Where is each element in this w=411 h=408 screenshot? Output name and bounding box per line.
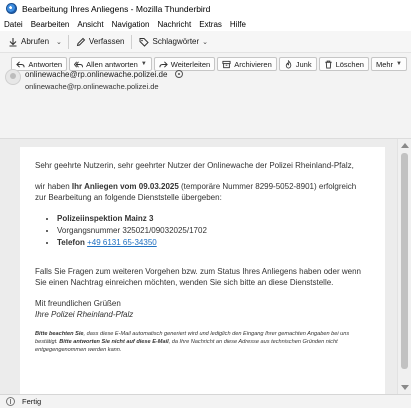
delete-button[interactable] (319, 57, 369, 71)
closing-paragraph (35, 298, 369, 320)
more-dropdown-icon: ▼ (396, 61, 402, 67)
menu-tools[interactable]: Extras (199, 19, 222, 29)
sender-address[interactable]: onlinewache@rp.onlinewache.polizei.de (25, 82, 159, 91)
flame-icon (284, 60, 293, 69)
junk-button[interactable] (279, 57, 317, 71)
fetch-button[interactable] (4, 34, 53, 50)
fetch-label: Abrufen (21, 37, 50, 46)
archive-button[interactable] (217, 57, 277, 71)
reply-icon (16, 60, 25, 69)
list-item (57, 213, 369, 224)
status-bar (0, 394, 411, 408)
forward-button[interactable] (154, 57, 215, 71)
intro-date: Ihr Anliegen vom 09.03.2025 (71, 182, 179, 191)
phone-link[interactable]: +49 6131 65-34350 (87, 238, 157, 247)
sender-avatar (5, 69, 21, 85)
automated-notice (35, 330, 369, 354)
signature: Ihre Polizei Rheinland-Pfalz (35, 310, 134, 319)
pencil-icon (76, 37, 86, 47)
trash-icon (324, 60, 333, 69)
notice-emphasis-reply: Bitte antworten Sie nicht auf diese E-Mail (59, 339, 169, 345)
greeting-paragraph: Sehr geehrte Nutzerin, sehr geehrter Nutzer der Onlinewache der Polizei Rheinland-Pfalz, (35, 161, 354, 170)
more-label: Mehr (375, 59, 394, 69)
menu-navigation[interactable]: Navigation (111, 19, 150, 29)
scroll-down-icon[interactable] (401, 385, 409, 390)
reply-all-button[interactable] (69, 57, 152, 71)
office-name: Polizeiinspektion Mainz 3 (57, 214, 154, 223)
reply-label: Antworten (28, 59, 63, 69)
toolbar-divider (131, 35, 132, 49)
compose-button[interactable] (72, 34, 129, 50)
reply-all-dropdown-icon: ▼ (140, 61, 147, 67)
title-bar (0, 0, 411, 17)
contact-icon[interactable] (175, 70, 183, 78)
list-item (57, 237, 369, 248)
office-details-list (57, 213, 369, 248)
tags-button[interactable] (135, 34, 215, 50)
questions-paragraph: Falls Sie Fragen zum weiteren Vorgehen bzw. zum Status Ihres Anliegens haben oder wenn Sie einen Nachtrag einreichen möchten, wenden Sie sich bitte an diese Dienststelle. (35, 267, 361, 287)
junk-label: Junk (295, 59, 312, 69)
intro-text-continued: (temporäre Nummer 8299-5052-8901) erfolgreich zur Bearbeitung an folgende Dienststelle übergeben: (35, 182, 357, 202)
archive-icon (222, 60, 231, 69)
thunderbird-icon (6, 3, 17, 14)
menu-view[interactable]: Ansicht (77, 19, 104, 29)
sender-name-line (25, 70, 183, 79)
sender-name[interactable]: onlinewache@rp.onlinewache.polizei.de (25, 70, 168, 79)
menu-file[interactable]: Datei (4, 19, 23, 29)
intro-paragraph (35, 181, 369, 203)
main-toolbar (0, 31, 411, 53)
notice-text-continued: , da Ihre Nachricht an diese Adresse aus technischen Gründen nicht entgegengenommen werden kann. (35, 339, 338, 353)
window-title: Bearbeitung Ihres Anliegens - Mozilla Thunderbird (22, 3, 211, 14)
message-body (20, 147, 385, 394)
closing-text: Mit freundlichen Grüßen (35, 299, 121, 308)
tags-label: Schlagwörter (152, 37, 200, 46)
reply-all-icon (74, 60, 83, 69)
tag-icon (139, 37, 149, 47)
status-text: Fertig (22, 397, 42, 406)
message-actions (9, 57, 407, 71)
toolbar-divider (68, 35, 69, 49)
phone-label: Telefon (57, 238, 85, 247)
reply-all-label: Allen antworten (86, 59, 138, 69)
tags-dropdown-chevron-icon: ⌄ (202, 38, 209, 46)
more-button[interactable] (371, 57, 407, 71)
message-body-pane (0, 139, 397, 394)
scroll-up-icon[interactable] (401, 143, 409, 148)
download-icon (8, 37, 18, 47)
compose-label: Verfassen (88, 37, 125, 46)
list-item (57, 225, 369, 236)
scrollbar-thumb[interactable] (401, 153, 408, 369)
reply-button[interactable] (11, 57, 67, 71)
menu-edit[interactable]: Bearbeiten (30, 19, 70, 29)
fetch-dropdown-chevron-icon[interactable]: ⌄ (56, 38, 62, 46)
forward-icon (159, 60, 168, 69)
menu-help[interactable]: Hilfe (229, 19, 246, 29)
archive-label: Archivieren (234, 59, 272, 69)
notice-emphasis: Bitte beachten Sie (35, 331, 84, 337)
menu-bar (0, 17, 411, 31)
forward-label: Weiterleiten (170, 59, 211, 69)
activity-icon[interactable] (6, 397, 15, 406)
notice-text: , dass diese E-Mail automatisch generiert wird und lediglich den Eingang Ihrer gemachten Angaben bei uns bestätigt. (35, 331, 350, 345)
case-number: Vorgangsnummer 325021/09032025/1702 (57, 226, 207, 235)
vertical-scrollbar[interactable] (397, 139, 411, 394)
intro-text: wir haben (35, 182, 72, 191)
message-header (0, 53, 411, 139)
delete-label: Löschen (335, 59, 364, 69)
menu-message[interactable]: Nachricht (157, 19, 192, 29)
